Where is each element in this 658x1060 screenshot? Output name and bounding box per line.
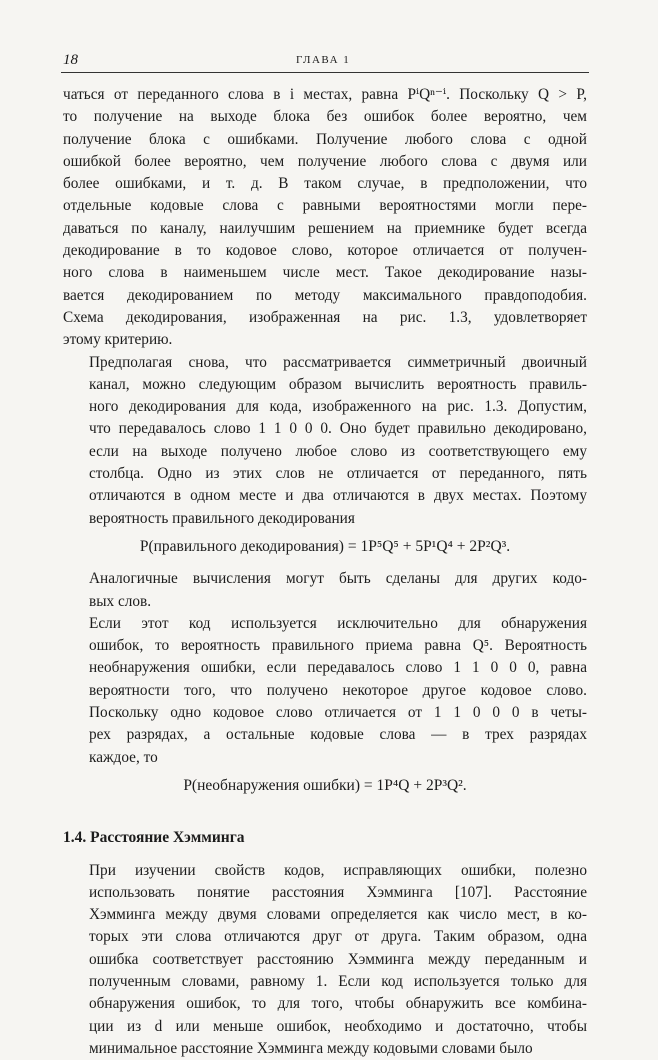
text-line: чаться от переданного слова в i местах, равна PⁱQⁿ⁻ⁱ. Поскольку Q > P, — [63, 84, 587, 106]
text-line: вых слов. — [63, 591, 587, 613]
text-line: торых эти слова отличаются друг от друга. Таким образом, одна — [63, 926, 587, 948]
text-line: Схема декодирования, изображенная на рис. 1.3, удовлетворяет — [63, 307, 587, 329]
text-line: столбца. Одно из этих слов не отличается от переданного, пять — [63, 463, 587, 485]
text-line: Если этот код используется исключительно для обнаружения — [63, 613, 587, 635]
text-line: то получение на выходе блока без ошибок более вероятно, чем — [63, 106, 587, 128]
text-line: Предполагая снова, что рассматривается симметричный двоичный — [63, 352, 587, 374]
text-line: Хэмминга между двумя словами определяется как число мест, в ко- — [63, 904, 587, 926]
text-line: использовать понятие расстояния Хэмминга [107]. Расстояние — [63, 882, 587, 904]
text-line: декодирование в то кодовое слово, которое отличается от получен- — [63, 240, 587, 262]
text-line: минимальное расстояние Хэмминга между кодовыми словами было — [63, 1038, 587, 1060]
running-header: ГЛАВА 1 — [296, 54, 350, 66]
text-line: что передавалось слово 1 1 0 0 0. Оно будет правильно декодировано, — [63, 418, 587, 440]
text-line: каждое, то — [63, 747, 587, 769]
text-line: ошибок, то вероятность правильного приема равна Q⁵. Вероятность — [63, 635, 587, 657]
text-line: ошибкой более вероятно, чем получение любого слова с двумя или — [63, 151, 587, 173]
text-line: Поскольку одно кодовое слово отличается от 1 1 0 0 0 в четы- — [63, 702, 587, 724]
text-line: вероятности того, что получено некоторое другое кодовое слово. — [63, 680, 587, 702]
page-number: 18 — [63, 52, 78, 69]
text-line: если на выходе получено любое слово из соответствующего ему — [63, 441, 587, 463]
header-rule — [61, 72, 589, 73]
text-line: даваться по каналу, наилучшим решением на приемнике будет всегда — [63, 218, 587, 240]
text-line: ошибка соответствует расстоянию Хэмминга между переданным и — [63, 949, 587, 971]
text-line: вероятность правильного декодирования — [63, 508, 587, 530]
text-line: вается декодированием по методу максимального правдоподобия. — [63, 285, 587, 307]
paragraph-1 — [63, 84, 587, 352]
formula-undetected-error: P(необнаружения ошибки) = 1P⁴Q + 2P³Q². — [63, 775, 587, 797]
paragraph-2 — [63, 352, 587, 530]
text-line: полученным словами, равному 1. Если код используется только для — [63, 971, 587, 993]
text-line: При изучении свойств кодов, исправляющих ошибки, полезно — [63, 860, 587, 882]
paragraph-5 — [63, 860, 587, 1060]
text-line: обнаружения ошибок, то для того, чтобы обнаружить все комбина- — [63, 993, 587, 1015]
text-line: ного декодирования для кода, изображенного на рис. 1.3. Допустим, — [63, 396, 587, 418]
paragraph-3 — [63, 568, 587, 613]
section-heading: 1.4. Расстояние Хэмминга — [63, 827, 587, 849]
text-line: Аналогичные вычисления могут быть сделаны для других кодо- — [63, 568, 587, 590]
text-line: более ошибками, и т. д. В таком случае, в предположении, что — [63, 173, 587, 195]
text-line: ного слова в наименьшем числе мест. Такое декодирование назы- — [63, 262, 587, 284]
formula-correct-decoding: P(правильного декодирования) = 1P⁵Q⁵ + 5P¹Q⁴ + 2P²Q³. — [63, 536, 587, 558]
text-line: этому критерию. — [63, 329, 587, 351]
page-body — [63, 84, 587, 1060]
text-line: отличаются в одном месте и два отличаются в двух местах. Поэтому — [63, 485, 587, 507]
paragraph-4 — [63, 613, 587, 769]
text-line: рех разрядах, а остальные кодовые слова — в трех разрядах — [63, 724, 587, 746]
text-line: необнаружения ошибки, если передавалось слово 1 1 0 0 0, равна — [63, 657, 587, 679]
text-line: отдельные кодовые слова с равными вероятностями могли пере- — [63, 195, 587, 217]
text-line: канал, можно следующим образом вычислить вероятность правиль- — [63, 374, 587, 396]
text-line: получение блока с ошибками. Получение любого слова с одной — [63, 129, 587, 151]
text-line: ции из d или меньше ошибок, необходимо и достаточно, чтобы — [63, 1016, 587, 1038]
